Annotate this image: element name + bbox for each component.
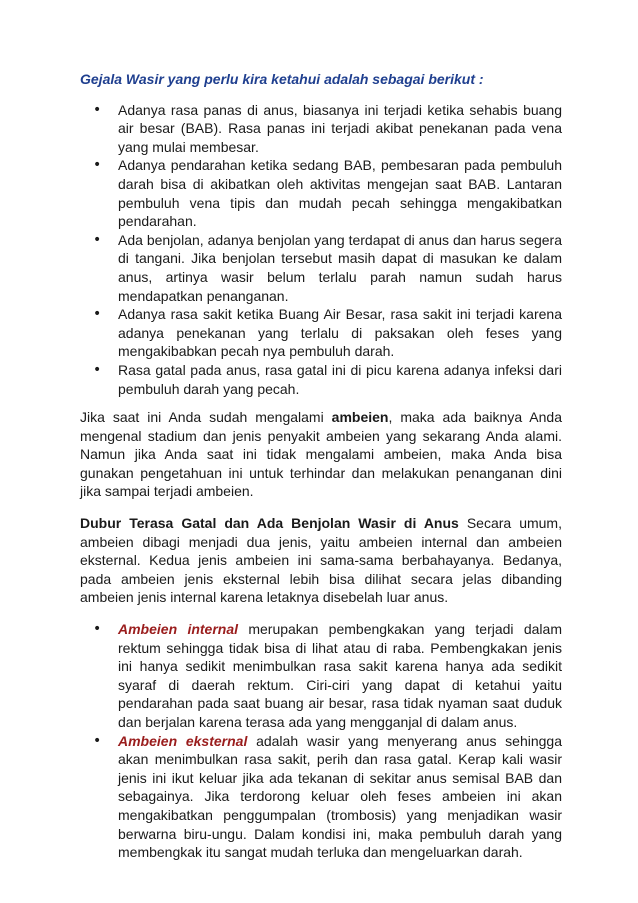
intro-paragraph bbox=[80, 408, 562, 501]
type-term: Ambeien eksternal bbox=[118, 732, 248, 749]
symptoms-heading: Gejala Wasir yang perlu kira ketahui adalah sebagai berikut : bbox=[80, 71, 484, 87]
section-paragraph bbox=[80, 514, 562, 607]
ambeien-keyword: ambeien bbox=[331, 409, 389, 426]
symptom-item: • Rasa gatal pada anus, rasa gatal ini di picu karena adanya infeksi dari pembuluh darah yang pecah. bbox=[80, 361, 562, 398]
type-item-internal bbox=[80, 620, 562, 732]
section-title: Dubur Terasa Gatal dan Ada Benjolan Wasir di Anus bbox=[80, 515, 459, 532]
type-item-external bbox=[80, 732, 562, 862]
type-description: adalah wasir yang menyerang anus sehingga akan menimbulkan rasa sakit, perih dan rasa gatal. Kerap kali wasir jenis ini ikut keluar jika ada tekanan di sekitar anus semisal BAB dan sebagainya. Jika terdorong keluar oleh feses ambeien ini akan mengakibatkan penggumpalan (trombosis) yang menjadikan wasir berwarna biru-ungu. Dalam kondisi ini, maka pembuluh darah yang membengkak itu sangat mudah terluka dan mengeluarkan darah. bbox=[118, 732, 562, 861]
intro-text-before: Jika saat ini Anda sudah mengalami bbox=[80, 409, 332, 426]
section-body: Secara umum, ambeien dibagi menjadi dua jenis, yaitu ambeien internal dan ambeien eksternal. Kedua jenis ambeien ini sama-sama berbahayanya. Bedanya, pada ambeien jenis eksternal lebih bisa dilihat secara jelas dibanding ambeien jenis internal karena letaknya disebelah luar anus. bbox=[80, 515, 562, 606]
types-list bbox=[80, 620, 562, 862]
symptom-item: • Ada benjolan, adanya benjolan yang terdapat di anus dan harus segera di tangani. Jika benjolan tersebut masih dapat di masukan ke dalam anus, artinya wasir belum terlalu parah namun sudah harus mendapatkan penanganan. bbox=[80, 231, 562, 305]
intro-text-after: , maka ada baiknya Anda mengenal stadium dan jenis penyakit ambeien yang sekarang Anda alami. Namun jika Anda saat ini tidak mengalami ambeien, maka Anda bisa gunakan pengetahuan ini untuk terhindar dan melakukan penanganan dini jika sampai terjadi ambeien. bbox=[80, 409, 562, 500]
symptoms-list bbox=[80, 101, 562, 399]
type-description: merupakan pembengkakan yang terjadi dalam rektum sehingga tidak bisa di lihat atau di raba. Pembengkakan jenis ini hanya sedikit menimbulkan rasa sakit karena hanya ada sedikit syaraf di daerah rektum. Ciri-ciri yang dapat di ketahui yaitu pendarahan pada saat buang air besar, rasa tidak nyaman saat duduk dan berjalan karena terasa ada yang mengganjal di dalam anus. bbox=[118, 621, 562, 730]
symptom-item: • Adanya pendarahan ketika sedang BAB, pembesaran pada pembuluh darah bisa di akibatkan oleh aktivitas mengejan saat BAB. Lantaran pembuluh vena tipis dan mudah pecah sehingga mengakibatkan pendarahan. bbox=[80, 156, 562, 230]
document-page bbox=[80, 70, 562, 862]
symptom-item: • Adanya rasa sakit ketika Buang Air Besar, rasa sakit ini terjadi karena adanya penekanan yang terlalu di paksakan oleh feses yang mengakibabkan pecah nya pembuluh darah. bbox=[80, 305, 562, 361]
type-term: Ambeien internal bbox=[118, 621, 239, 638]
symptom-item: • Adanya rasa panas di anus, biasanya ini terjadi ketika sehabis buang air besar (BAB). Rasa panas ini terjadi akibat penekanan pada vena yang mulai membesar. bbox=[80, 101, 562, 157]
